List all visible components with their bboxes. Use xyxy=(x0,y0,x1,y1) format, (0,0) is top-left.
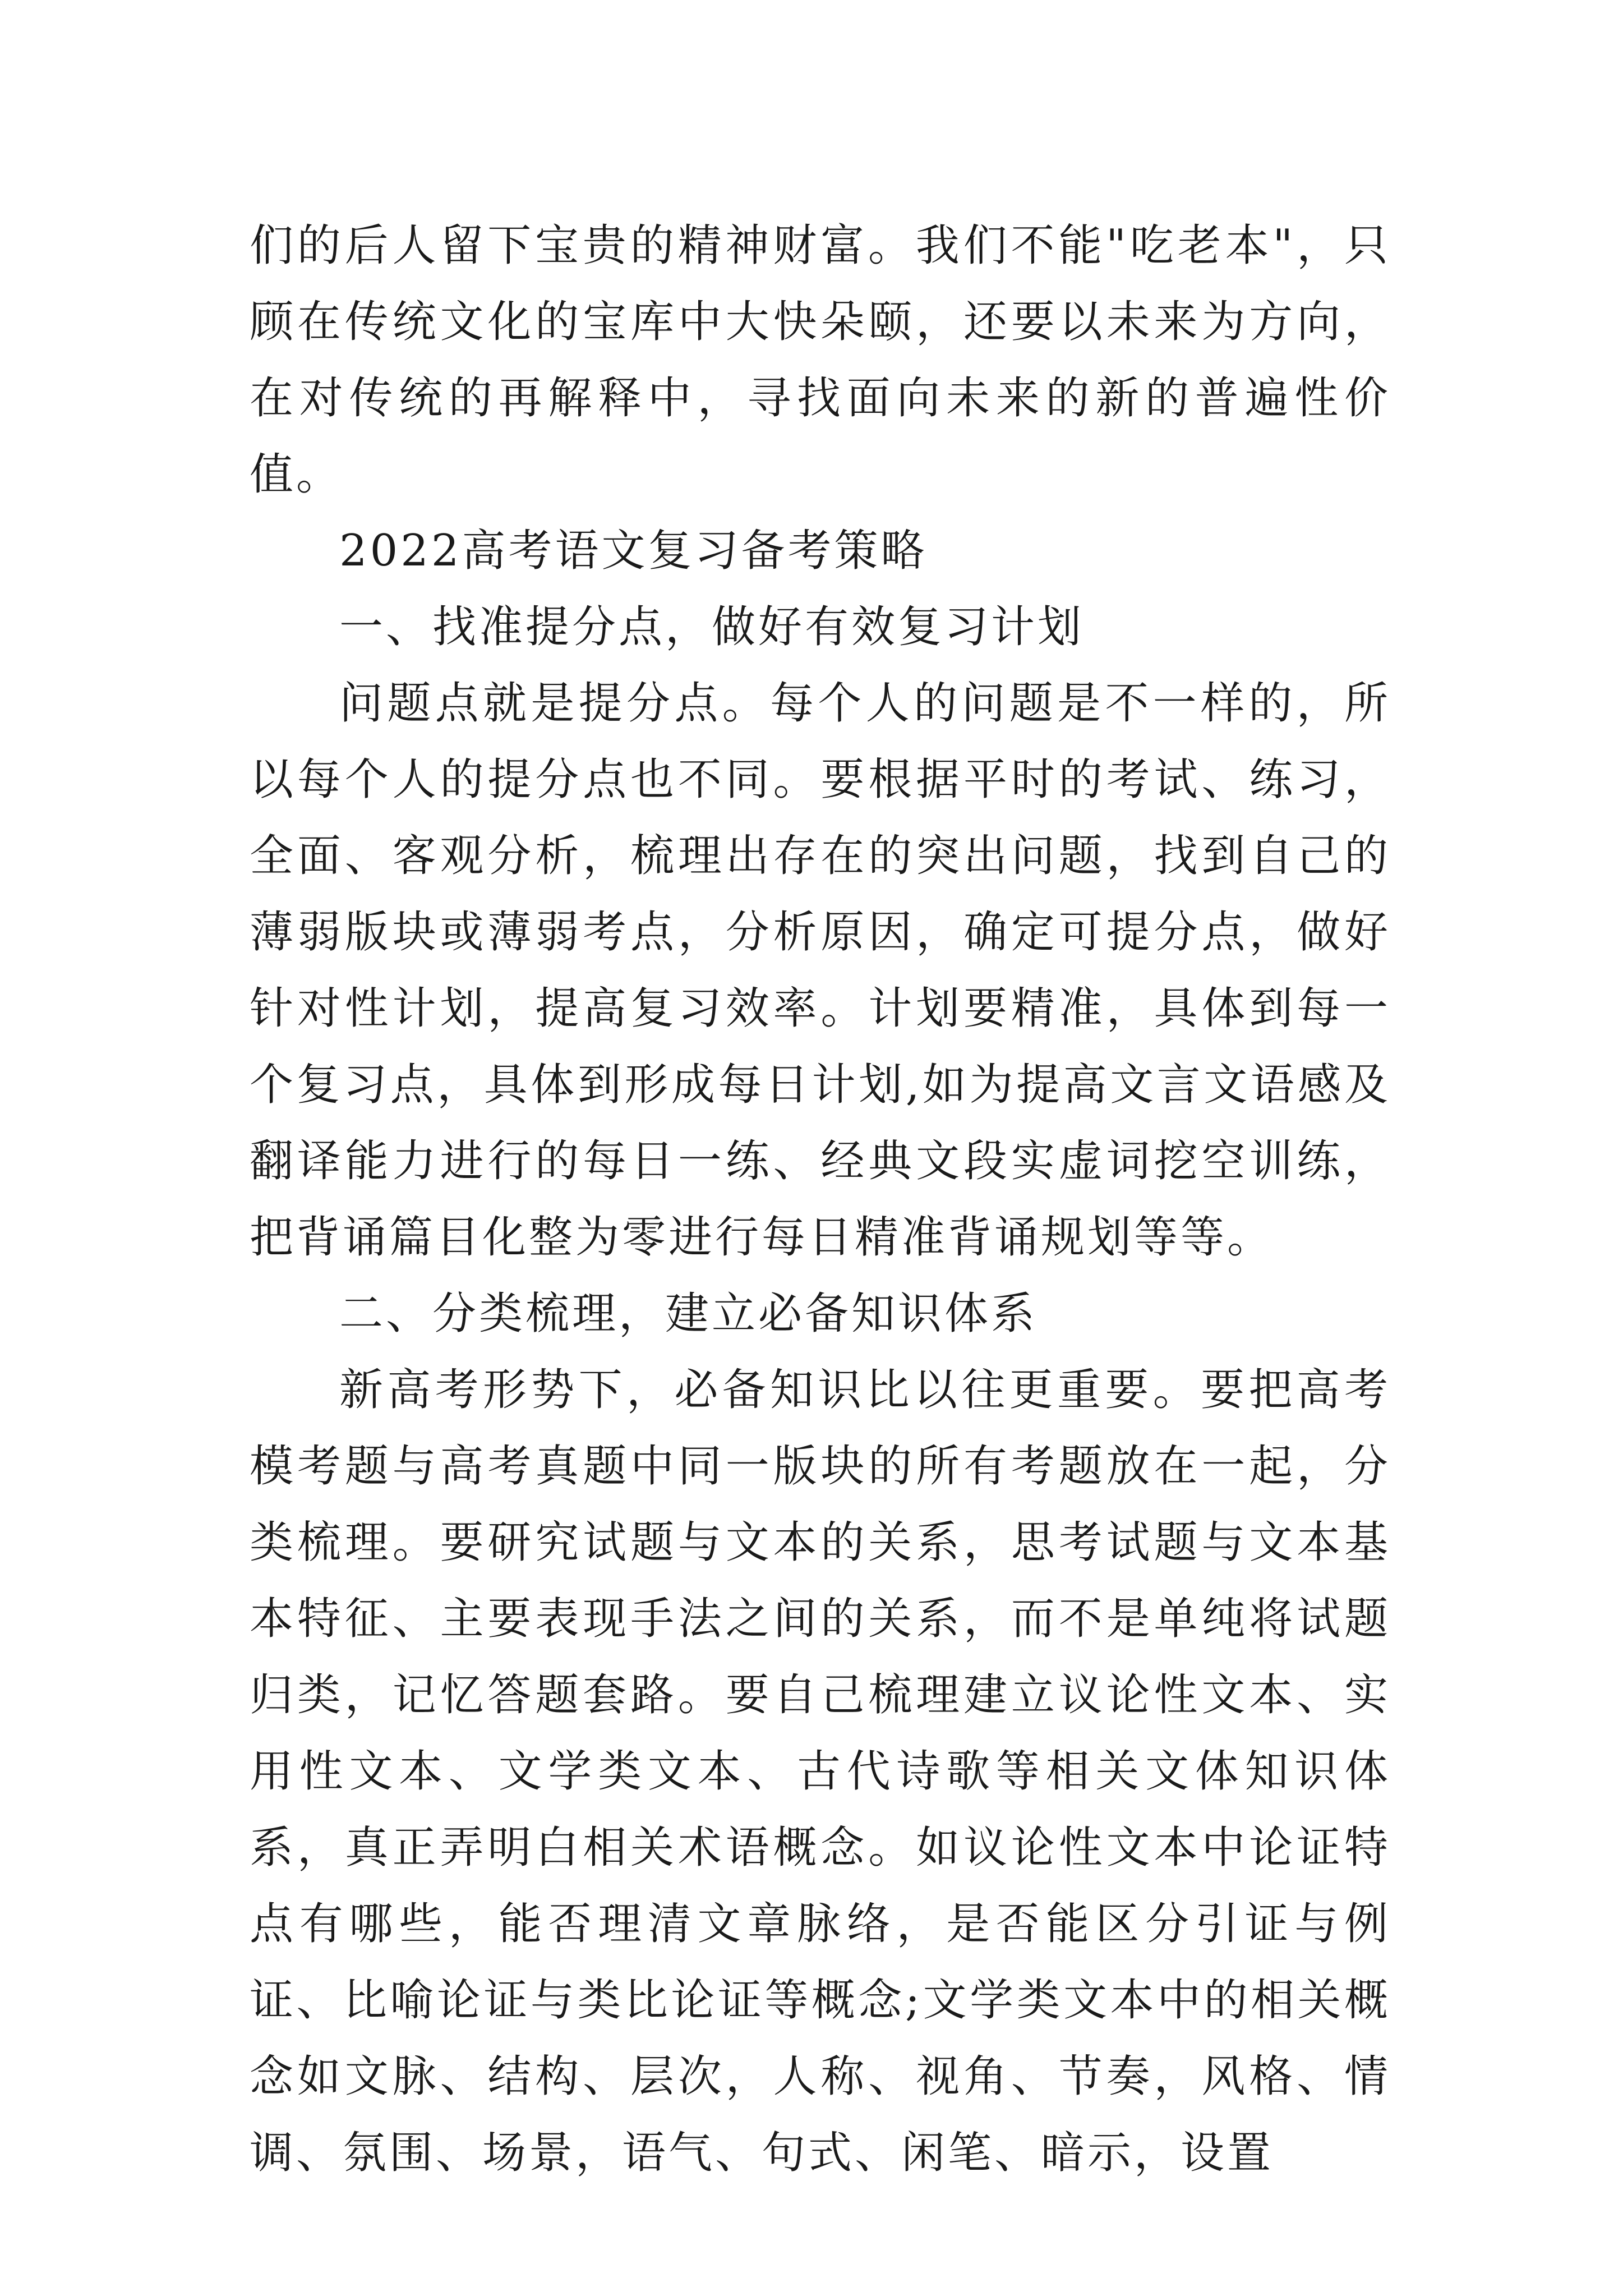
section-title: 2022高考语文复习备考策略 xyxy=(339,526,928,576)
heading-one: 一、找准提分点，做好有效复习计划 xyxy=(339,602,1085,652)
document-body xyxy=(250,208,1391,2191)
paragraph-knowledge: 新高考形势下，必备知识比以往更重要。要把高考模考题与高考真题中同一版块的所有考题放在一起，分类梳理。要研究试题与文本的关系，思考试题与文本基本特征、主要表现手法之间的关系，而不是单纯将试题归类，记忆答题套路。要自己梳理建立议论性文本、实用性文本、文学类文本、古代诗歌等相关文体知识体系，真正弄明白相关术语概念。如议论性文本中论证特点有哪些，能否理清文章脉络，是否能区分引证与例证、比喻论证与类比论证等概念;文学类文本中的相关概念如文脉、结构、层次，人称、视角、节奏，风格、情调、氛围、场景，语气、句式、闲笔、暗示，设置 xyxy=(250,1365,1391,2178)
heading-two: 二、分类梳理，建立必备知识体系 xyxy=(339,1289,1038,1339)
paragraph-plan: 问题点就是提分点。每个人的问题是不一样的，所以每个人的提分点也不同。要根据平时的考试、练习，全面、客观分析，梳理出存在的突出问题，找到自己的薄弱版块或薄弱考点，分析原因，确定可提分点，做好针对性计划，提高复习效率。计划要精准，具体到每一个复习点，具体到形成每日计划,如为提高文言文语感及翻译能力进行的每日一练、经典文段实虚词挖空训练，把背诵篇目化整为零进行每日精准背诵规划等等。 xyxy=(250,678,1391,1263)
paragraph-continuation: 们的后人留下宝贵的精神财富。我们不能"吃老本"，只顾在传统文化的宝库中大快朵颐，还要以未来为方向，在对传统的再解释中，寻找面向未来的新的普遍性价值。 xyxy=(250,220,1391,500)
